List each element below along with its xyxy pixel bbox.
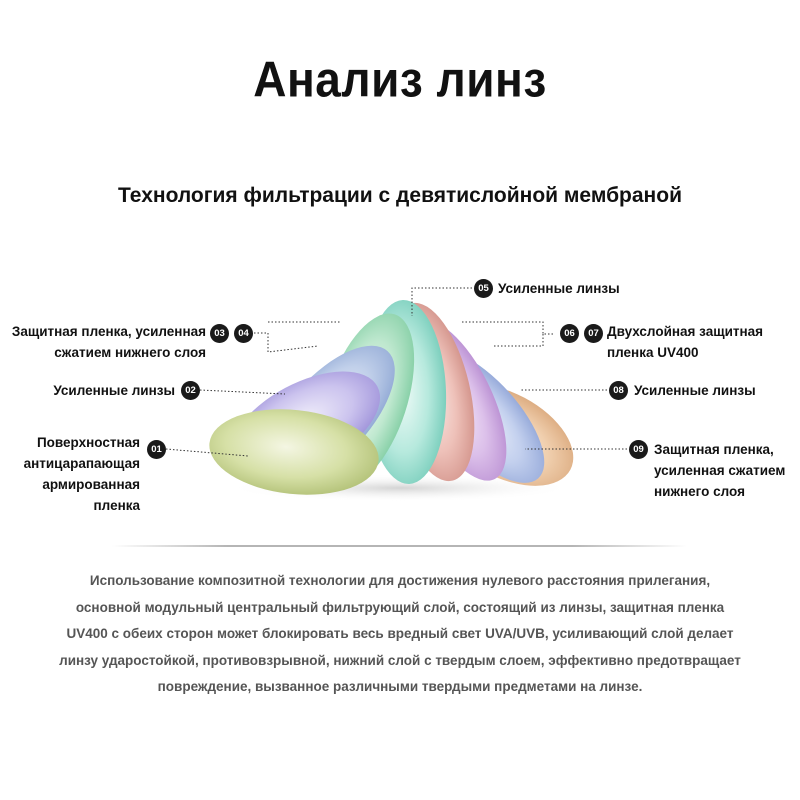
label-layer-06-07: Двухслойная защитная пленка UV400 bbox=[607, 324, 764, 360]
badge-09: 09 bbox=[629, 440, 648, 459]
leader-line-07 bbox=[492, 334, 543, 346]
badge-02: 02 bbox=[181, 381, 200, 400]
description-line: Использование композитной технологии для достижения нулевого расстояния прилегания, bbox=[89, 573, 711, 588]
label-layer-08: Усиленные линзы bbox=[634, 383, 756, 398]
description-line: UV400 с обеих сторон может блокировать весь вредный свет UVA/UVB, усиливающий слой делает bbox=[66, 626, 734, 641]
description-line: повреждение, вызванное различными твердыми предметами на линзе. bbox=[157, 679, 643, 694]
label-layer-01: Поверхностная антицарапающая армированная пленка bbox=[23, 435, 140, 513]
leader-line-03-04 bbox=[254, 333, 318, 352]
diagram-subtitle: Технология фильтрации с девятислойной мембраной bbox=[118, 184, 682, 207]
badge-04: 04 bbox=[234, 324, 253, 343]
leader-line-06 bbox=[462, 322, 553, 334]
badge-05: 05 bbox=[474, 279, 493, 298]
description-line: основной модульный центральный фильтрующий слой, состоящий из линзы, защитная пленка bbox=[75, 599, 725, 615]
leader-line-02 bbox=[200, 390, 285, 394]
badge-07: 07 bbox=[584, 324, 603, 343]
description-text bbox=[40, 568, 760, 701]
divider bbox=[112, 545, 687, 547]
label-layer-03-04: Защитная пленка, усиленная сжатием нижнего слоя bbox=[11, 324, 206, 360]
badge-08: 08 bbox=[609, 381, 628, 400]
label-layer-02: Усиленные линзы bbox=[53, 383, 175, 398]
label-layer-05: Усиленные линзы bbox=[498, 281, 620, 296]
description-line: линзу ударостойкой, противовзрывной, нижний слой с твердым слоем, эффективно предотвращает bbox=[59, 652, 741, 668]
badge-01: 01 bbox=[147, 440, 166, 459]
badge-06: 06 bbox=[560, 324, 579, 343]
badge-03: 03 bbox=[210, 324, 229, 343]
page-title: Анализ линз bbox=[253, 50, 547, 108]
label-layer-09: Защитная пленка, усиленная сжатием нижнего слоя bbox=[654, 442, 786, 499]
